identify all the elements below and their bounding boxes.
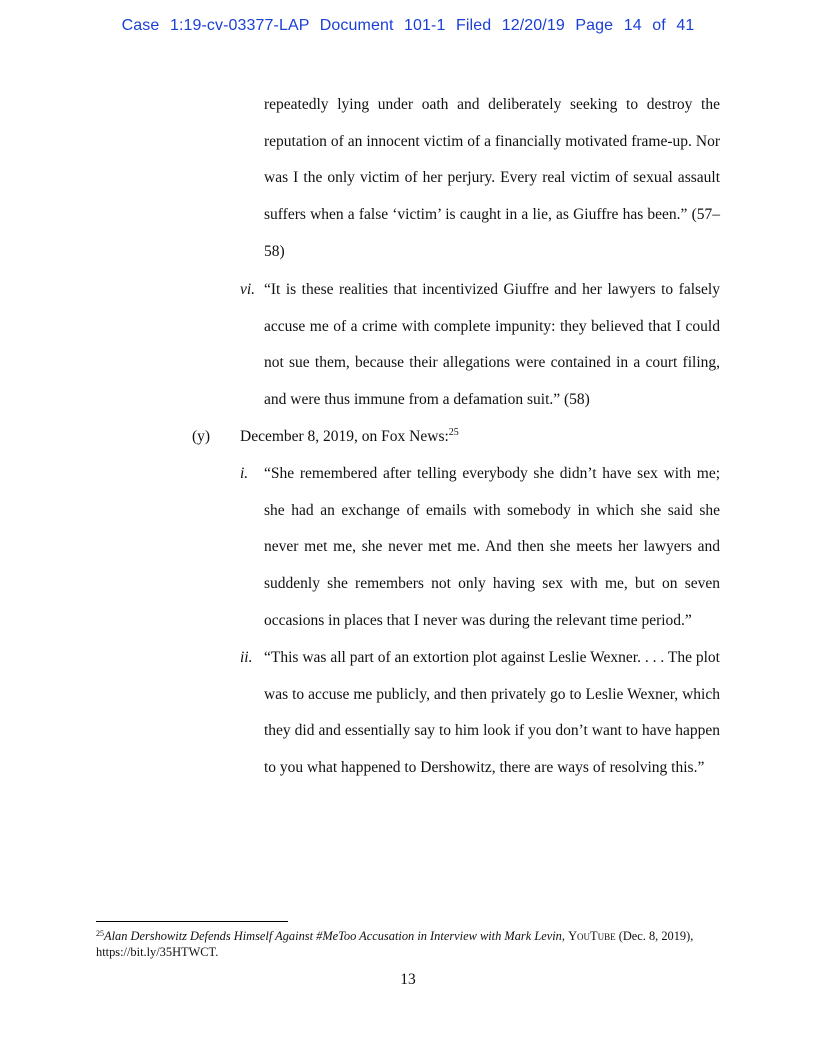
footnote-number: 25 (96, 929, 104, 938)
item-vi-marker: vi. (240, 281, 256, 298)
footnote-ref-25: 25 (448, 427, 459, 438)
page-number: 13 (400, 971, 416, 988)
item-y-marker: (y) (192, 428, 211, 445)
document-header (0, 17, 816, 35)
footnote-source: YouTube (568, 929, 616, 943)
item-ii-marker: ii. (240, 649, 253, 666)
case-number: Case 1:19-cv-03377-LAP (121, 17, 310, 34)
footnote-title: Alan Dershowitz Defends Himself Against #MeToo Accusation in Interview with Mark Levin (104, 929, 562, 943)
item-vi-text: “It is these realities that incentivized Giuffre and her lawyers to falsely accuse me of a crime with complete impunity: they believed that I could not sue them, because their allegations were contained in a court filing, and were thus immune from a defamation suit.” (58) (264, 281, 720, 409)
document-number: Document 101-1 (319, 17, 446, 34)
continuation-paragraph: repeatedly lying under oath and deliberately seeking to destroy the reputation of an innocent victim of a financially motivated frame-up. Nor was I the only victim of her perjury. Every real victim of sexual assault suffers when a false ‘victim’ is caught in a lie, as Giuffre has been.” (57–58) (264, 96, 720, 260)
item-i-text: “She remembered after telling everybody she didn’t have sex with me; she had an exchange of emails with somebody in which she said she never met me, she never met me. And then she meets her lawyers and suddenly she remembers not only having sex with me, but on seven occasions in places that I never was during the relevant time period.” (264, 465, 720, 629)
item-y-label: December 8, 2019, on Fox News: (240, 428, 449, 445)
filed-date: Filed 12/20/19 (456, 17, 565, 34)
footnote-25: $^{25}$Alan Dershowitz Defends Himself Against #MeToo Accusation in Interview with Mark Levin, YouTube (Dec. 8, 2019), https://bit.ly/35HTWCT. (96, 929, 694, 959)
item-y-text (240, 419, 459, 458)
item-ii-text: “This was all part of an extortion plot against Leslie Wexner. . . . The plot was to accuse me publicly, and then privately go to Leslie Wexner, which they did and essentially say to him look if you don’t want to have happen to you what happened to Dershowitz, there are ways of resolving this.” (264, 649, 720, 777)
footnote-details: (Dec. 8, 2019), https://bit.ly/35HTWCT. (96, 929, 694, 959)
item-i-marker: i. (240, 465, 249, 482)
page-of-total: Page 14 of 41 (575, 17, 695, 34)
footnote-separator (96, 921, 288, 922)
